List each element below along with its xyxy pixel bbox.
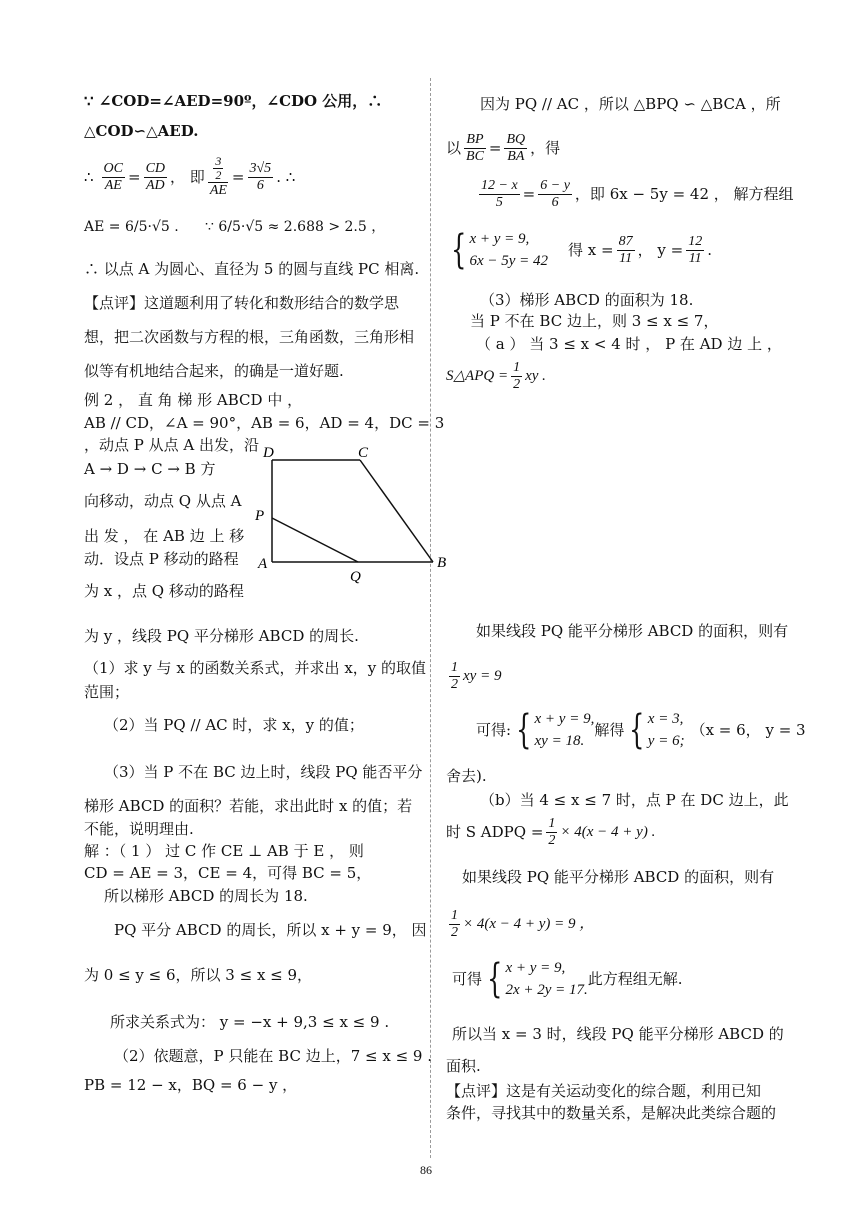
text-fragment: 时 S ADPQ = [446, 823, 544, 841]
fraction: $\frac{3√5}{6}$ [249, 160, 272, 193]
segment-pq [272, 518, 358, 562]
text-line: 梯形 ABCD 的面积？若能，求出此时 x 的值；若 [84, 797, 413, 815]
equation-system: { x + y = 9, 2x + 2y = 17. [487, 956, 588, 1002]
math-line: ∵ 6/5·√5 ≈ 2.688 > 2.5 ， [205, 219, 386, 235]
equation-system: { x = 3, y = 6; [629, 707, 685, 753]
text-fragment: S△APQ = [446, 368, 509, 384]
text-fragment: × 4(x − 4 + y) . [560, 824, 656, 840]
example-heading: 例 2 ， 直 角 梯 形 ABCD 中 ， [84, 391, 303, 409]
text-line: （2）依题意，P 只能在 BC 边上，7 ≤ x ≤ 9 . [114, 1047, 433, 1065]
text-line: 如果线段 PQ 能平分梯形 ABCD 的面积，则有 [462, 868, 775, 886]
fraction: $\frac{1}{2}$ [451, 659, 458, 692]
fraction: $\frac{1}{2}$ [513, 359, 521, 392]
math-line [446, 356, 546, 396]
text-fragment: ， y = [637, 241, 684, 259]
therefore-symbol: ∴ [84, 168, 94, 186]
text-fragment: ， 即 [170, 168, 205, 186]
text-fragment: ，得 [530, 139, 561, 157]
text-line: 出 发 ， 在 AB 边 上 移 [84, 527, 245, 545]
text-line: 为 0 ≤ y ≤ 6，所以 3 ≤ x ≤ 9， [84, 966, 313, 984]
text-line: 似等有机地结合起来，的确是一道好题. [84, 362, 344, 380]
label-c: C [358, 445, 369, 461]
solution-line: 解 ：（ 1 ） 过 C 作 CE ⊥ AB 于 E ， 则 [84, 842, 364, 860]
text-line: 所以当 x = 3 时，线段 PQ 能平分梯形 ABCD 的 [452, 1025, 784, 1043]
text-line: 想，把二次函数与方程的根，三角函数，三角形相 [84, 328, 415, 346]
math-line [476, 706, 806, 754]
text-fragment: 得 x = [568, 241, 614, 259]
question-line: （3）当 P 不在 BC 边上时，线段 PQ 能否平分 [104, 763, 423, 781]
text-line: CD = AE = 3，CE = 4，可得 BC = 5， [84, 864, 372, 882]
fraction: $\frac{CD}{AD}$ [145, 160, 166, 193]
math-line: AE = 6/5·√5 . [84, 219, 179, 235]
text-line: ∵ ∠COD=∠AED=90º，∠CDO 公用，∴ [84, 92, 383, 110]
label-q: Q [350, 569, 361, 585]
equation-system: { x + y = 9, 6x − 5y = 42 [451, 227, 549, 273]
math-line: 以 $\frac{BP}{BC}$ = $\frac{BQ}{BA}$ ，得 [446, 131, 561, 164]
label-b: B [437, 555, 447, 571]
text-line: 条件，寻找其中的数量关系，是解决此类综合题的 [446, 1104, 777, 1122]
fraction: $\frac{12 - x}{5}$ [481, 177, 518, 210]
text-line: 为 x ，点 Q 移动的路程 [84, 582, 244, 600]
text-fragment: xy . [525, 368, 546, 384]
label-d: D [263, 445, 274, 461]
text-fragment: 可得: [476, 721, 512, 739]
math-line [446, 904, 594, 944]
text-line: AB // CD，∠A = 90°，AB = 6，AD = 4，DC = 3 [84, 414, 445, 432]
text-line: 面积. [446, 1057, 481, 1075]
text-fragment: . [707, 241, 712, 259]
equation-system: { x + y = 9, xy = 18. [516, 707, 595, 753]
math-line: $\frac{12 - x}{5}$ = $\frac{6 - y}{6}$ ，即 6x − 5y = 42 ， 解方程组 [481, 177, 794, 210]
text-line: （b）当 4 ≤ x ≤ 7 时，点 P 在 DC 边上，此 [480, 791, 789, 809]
text-line: 当 P 不在 BC 边上，则 3 ≤ x ≤ 7， [470, 312, 719, 330]
trapezoid-figure [250, 440, 455, 585]
text-line: A → D → C → B 方 [84, 460, 216, 478]
text-fragment: 解得 [594, 721, 625, 739]
text-line: 因为 PQ // AC ，所以 △BPQ ∽ △BCA ，所 [480, 95, 781, 113]
text-fragment: 以 [446, 139, 462, 157]
fraction: $\frac{1}{2}$ [451, 907, 458, 940]
text-fragment: 可得 [452, 970, 483, 988]
fraction: $\frac{BP}{BC}$ [466, 131, 484, 164]
comment-line: 【点评】这道题利用了转化和数形结合的数学思 [84, 294, 400, 312]
fraction: $\frac{87}{11}$ [618, 233, 633, 266]
fraction: $\frac{12}{11}$ [688, 233, 703, 266]
text-line: △COD∽△AED. [84, 122, 199, 140]
text-fragment: . ∴ [276, 168, 296, 186]
fraction: $\frac{BQ}{BA}$ [506, 131, 526, 164]
question-line: （1）求 y 与 x 的函数关系式，并求出 x，y 的取值 [84, 659, 427, 677]
column-divider [430, 78, 431, 1158]
text-line: 向移动，动点 Q 从点 A [84, 492, 242, 510]
text-line: （3）梯形 ABCD 的面积为 18. [480, 291, 694, 309]
math-line [452, 955, 683, 1003]
text-fragment: xy = 9 [463, 668, 502, 684]
question-line: （2）当 PQ // AC 时，求 x，y 的值； [104, 716, 364, 734]
fraction: $\frac{6 - y}{6}$ [540, 177, 570, 210]
fraction: $\frac{OC}{AE}$ [103, 160, 123, 193]
nested-fraction: $\frac{\frac{3}{2}}{AE}$ [209, 154, 227, 198]
text-fragment: ，即 6x − 5y = 42 ， 解方程组 [574, 185, 794, 203]
text-line: 舍去). [446, 767, 487, 785]
text-fragment: （x = 6， y = 3 [690, 721, 806, 739]
label-p: P [255, 508, 265, 524]
math-line [446, 656, 501, 696]
text-line: 所求关系式为： y = −x + 9,3 ≤ x ≤ 9 . [110, 1013, 390, 1031]
text-line: 如果线段 PQ 能平分梯形 ABCD 的面积，则有 [476, 622, 789, 640]
math-line [446, 812, 655, 852]
page-number: 86 [420, 1163, 432, 1177]
text-line: 范围； [84, 683, 130, 701]
comment-line: 【点评】这是有关运动变化的综合题，利用已知 [446, 1082, 762, 1100]
text-line: 所以梯形 ABCD 的周长为 18. [104, 887, 308, 905]
text-line: ，动点 P 从点 A 出发，沿 [84, 436, 259, 454]
edge-cb [360, 460, 433, 562]
text-line: PQ 平分 ABCD 的周长，所以 x + y = 9， 因 [114, 921, 427, 939]
text-line: 动．设点 P 移动的路程 [84, 550, 239, 568]
text-line: PB = 12 − x，BQ = 6 − y ， [84, 1076, 298, 1094]
fraction: $\frac{1}{2}$ [548, 815, 556, 848]
text-fragment: 此方程组无解. [587, 970, 683, 988]
text-fragment: × 4(x − 4 + y) = 9 ， [463, 916, 595, 932]
text-line: （ a ） 当 3 ≤ x < 4 时 ， P 在 AD 边 上 ， [476, 335, 782, 353]
text-line: ∴ 以点 A 为圆心、直径为 5 的圆与直线 PC 相离. [84, 260, 420, 278]
math-line: ∴ $\frac{OC}{AE}$ = $\frac{CD}{AD}$ ， 即 $\frac{\frac{3}{2}}{AE}$ = $\frac{3√5}{6}$ . ∴ [84, 154, 296, 198]
text-line: 不能，说明理由. [84, 820, 194, 838]
label-a: A [258, 556, 268, 572]
text-line: 为 y ，线段 PQ 平分梯形 ABCD 的周长. [84, 627, 359, 645]
math-line [446, 226, 712, 274]
